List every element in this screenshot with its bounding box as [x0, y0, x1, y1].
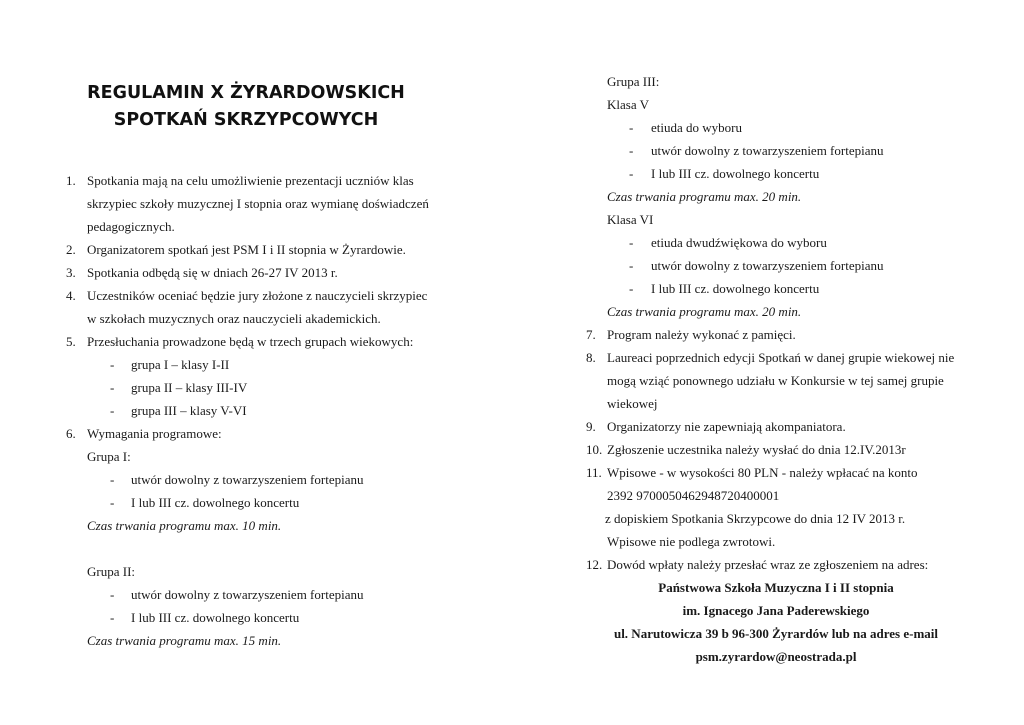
- group-1-duration: Czas trwania programu max. 10 min.: [87, 518, 282, 533]
- bullet-dash: -: [629, 235, 634, 250]
- group-2-label: Grupa II:: [87, 564, 136, 579]
- bullet-dash: -: [629, 281, 634, 296]
- group-2-requirement-2: I lub III cz. dowolnego koncertu: [131, 610, 300, 625]
- group-2-classes: grupa II – klasy III-IV: [131, 380, 248, 395]
- item-number-10: 10.: [586, 442, 603, 457]
- item-6-text: Wymagania programowe:: [87, 426, 222, 441]
- item-10-text: Zgłoszenie uczestnika należy wysłać do dnia 12.IV.2013r: [607, 442, 906, 457]
- item-8-line-3: wiekowej: [607, 396, 658, 411]
- bullet-dash: -: [629, 258, 634, 273]
- item-3-text: Spotkania odbędą się w dniach 26-27 IV 2013 r.: [87, 265, 338, 280]
- address-school-name: Państwowa Szkoła Muzyczna I i II stopnia: [658, 580, 894, 595]
- item-number-9: 9.: [586, 419, 596, 434]
- klasa-6-requirement-1: etiuda dwudźwiękowa do wyboru: [651, 235, 827, 250]
- group-1-label: Grupa I:: [87, 449, 131, 464]
- group-3-label: Grupa III:: [607, 74, 660, 89]
- item-11-account-number: 2392 970005046294872040000​1: [607, 488, 780, 503]
- item-number-7: 7.: [586, 327, 596, 342]
- klasa-5-requirement-3: I lub III cz. dowolnego koncertu: [651, 166, 820, 181]
- item-4-line-2: w szkołach muzycznych oraz nauczycieli akademickich.: [87, 311, 381, 326]
- address-patron: im. Ignacego Jana Paderewskiego: [682, 603, 870, 618]
- item-11-line-4: Wpisowe nie podlega zwrotowi.: [607, 534, 776, 549]
- item-number-2: 2.: [66, 242, 76, 257]
- bullet-dash: -: [110, 610, 115, 625]
- item-9-text: Organizatorzy nie zapewniają akompaniatora.: [607, 419, 846, 434]
- document-title-line-1: REGULAMIN X ŻYRARDOWSKICH: [87, 83, 405, 103]
- document-title-line-2: SPOTKAŃ SKRZYPCOWYCH: [113, 110, 379, 130]
- bullet-dash: -: [629, 143, 634, 158]
- item-5-text: Przesłuchania prowadzone będą w trzech grupach wiekowych:: [87, 334, 414, 349]
- group-2-duration: Czas trwania programu max. 15 min.: [87, 633, 282, 648]
- address-email: psm.zyrardow@neostrada.pl: [695, 649, 857, 664]
- bullet-dash: -: [110, 380, 115, 395]
- item-number-1: 1.: [66, 173, 76, 188]
- item-2-text: Organizatorem spotkań jest PSM I i II stopnia w Żyrardowie.: [87, 242, 406, 257]
- item-number-4: 4.: [66, 288, 76, 303]
- item-1-line-3: pedagogicznych.: [87, 219, 175, 234]
- klasa-5-duration: Czas trwania programu max. 20 min.: [607, 189, 802, 204]
- item-12-text: Dowód wpłaty należy przesłać wraz ze zgłoszeniem na adres:: [607, 557, 929, 572]
- bullet-dash: -: [629, 166, 634, 181]
- klasa-6-label: Klasa VI: [607, 212, 654, 227]
- bullet-dash: -: [110, 587, 115, 602]
- klasa-5-requirement-1: etiuda do wyboru: [651, 120, 742, 135]
- item-7-text: Program należy wykonać z pamięci.: [607, 327, 796, 342]
- item-number-6: 6.: [66, 426, 76, 441]
- group-1-requirement-2: I lub III cz. dowolnego koncertu: [131, 495, 300, 510]
- item-11-line-1: Wpisowe - w wysokości 80 PLN - należy wpłacać na konto: [607, 465, 918, 480]
- item-number-3: 3.: [66, 265, 76, 280]
- item-1-line-2: skrzypiec szkoły muzycznej I stopnia oraz wymianę doświadczeń: [87, 196, 429, 211]
- bullet-dash: -: [110, 357, 115, 372]
- klasa-5-label: Klasa V: [607, 97, 650, 112]
- group-1-classes: grupa I – klasy I-II: [131, 357, 230, 372]
- klasa-5-requirement-2: utwór dowolny z towarzyszeniem fortepianu: [651, 143, 884, 158]
- group-2-requirement-1: utwór dowolny z towarzyszeniem fortepianu: [131, 587, 364, 602]
- klasa-6-requirement-3: I lub III cz. dowolnego koncertu: [651, 281, 820, 296]
- item-number-12: 12.: [586, 557, 603, 572]
- item-11-line-3: z dopiskiem Spotkania Skrzypcowe do dnia 12 IV 2013 r.: [605, 511, 906, 526]
- bullet-dash: -: [110, 472, 115, 487]
- bullet-dash: -: [110, 403, 115, 418]
- klasa-6-requirement-2: utwór dowolny z towarzyszeniem fortepianu: [651, 258, 884, 273]
- item-number-8: 8.: [586, 350, 596, 365]
- item-number-5: 5.: [66, 334, 76, 349]
- item-8-line-1: Laureaci poprzednich edycji Spotkań w danej grupie wiekowej nie: [607, 350, 955, 365]
- klasa-6-duration: Czas trwania programu max. 20 min.: [607, 304, 802, 319]
- item-1-line-1: Spotkania mają na celu umożliwienie prezentacji uczniów klas: [87, 173, 414, 188]
- group-3-classes: grupa III – klasy V-VI: [131, 403, 247, 418]
- bullet-dash: -: [629, 120, 634, 135]
- item-number-11: 11.: [586, 465, 602, 480]
- item-4-line-1: Uczestników oceniać będzie jury złożone z nauczycieli skrzypiec: [87, 288, 428, 303]
- address-street: ul. Narutowicza 39 b 96-300 Żyrardów lub na adres e-mail: [613, 626, 939, 641]
- item-8-line-2: mogą wziąć ponownego udziału w Konkursie w tej samej grupie: [607, 373, 944, 388]
- bullet-dash: -: [110, 495, 115, 510]
- group-1-requirement-1: utwór dowolny z towarzyszeniem fortepianu: [131, 472, 364, 487]
